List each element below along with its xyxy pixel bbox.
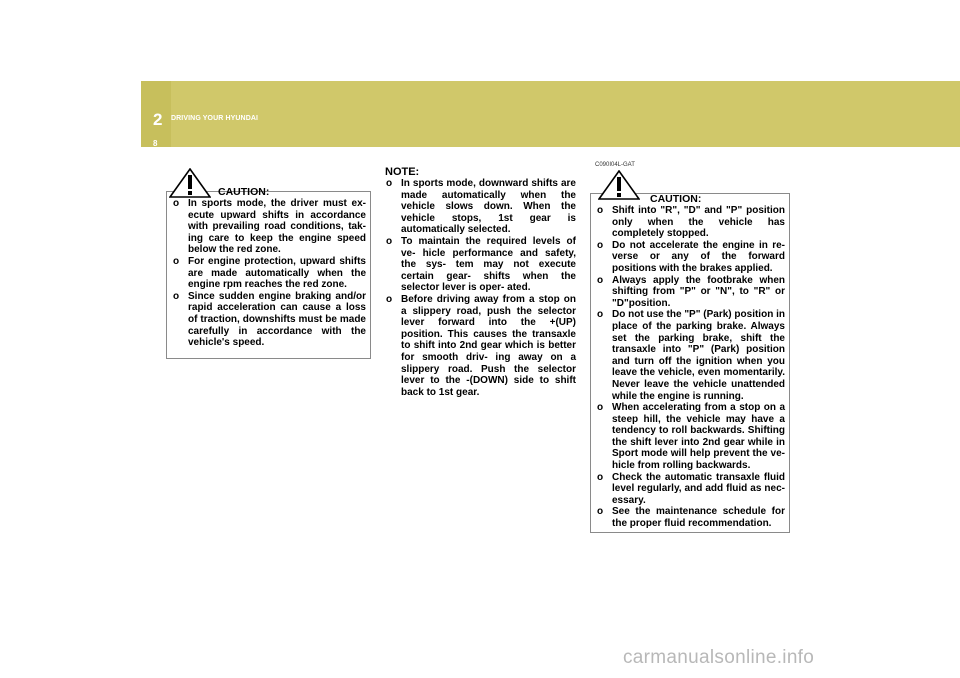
list-item: o Since sudden engine braking and/or rapid acceleration can cause a loss of traction, downshifts must be made carefully in accordance with the vehicle's speed. <box>173 290 366 349</box>
list-item: o In sports mode, downward shifts are made automatically when the vehicle slows down. When the vehicle stops, 1st gear is automatically selected. <box>386 178 576 236</box>
note-title: NOTE: <box>385 166 420 178</box>
chapter-title: DRIVING YOUR HYUNDAI <box>171 115 259 122</box>
list-item: o Do not accelerate the engine in re- verse or any of the forward positions with the brakes applied. <box>597 239 785 274</box>
list-item: o When accelerating from a stop on a steep hill, the vehicle may have a tendency to roll backwards. Shifting the shift lever into 2nd gear while in Sport mode will help prevent the ve- hicle from rolling backwards. <box>597 402 785 472</box>
chapter-number: 2 <box>153 110 163 129</box>
list-item: o In sports mode, the driver must ex- ecute upward shifts in accordance with prevailing road conditions, tak- ing care to keep the engine speed below the red zone. <box>173 198 366 256</box>
list-item: o Check the automatic transaxle fluid level regularly, and add fluid as nec- essary. <box>597 471 785 506</box>
note-list <box>383 178 576 398</box>
list-item: o Shift into "R", "D" and "P" position only when the vehicle has completely stopped. <box>597 205 785 240</box>
list-item: o To maintain the required levels of ve- hicle performance and safety, the sys- tem may not execute certain gear- shifts when the selector lever is oper- ated. <box>386 235 576 294</box>
list-item: o For engine protection, upward shifts are made automatically when the engine rpm reaches the red zone. <box>173 255 366 291</box>
list-item: o Before driving away from a stop on a slippery road, push the selector lever forward into the +(UP) position. This causes the transaxle to shift into 2nd gear which is better for smooth driv- ing away on a slippery road. Push the selector lever to the -(DOWN) side to shift back to 1st gear. <box>386 293 576 398</box>
list-item: o Always apply the footbrake when shifting from "P" or "N", to "R" or "D"position. <box>597 274 785 309</box>
warning-triangle-icon <box>169 168 211 198</box>
reference-code: C090I04L-GAT <box>595 162 635 168</box>
caution-title-left: CAUTION: <box>218 186 270 198</box>
caution-list-right <box>594 205 785 530</box>
list-item: o See the maintenance schedule for the proper fluid recommendation. <box>597 506 785 530</box>
warning-triangle-icon <box>598 170 640 200</box>
list-item: o Do not use the "P" (Park) position in place of the parking brake. Always set the parking brake, shift the transaxle into "P" (Park) position and turn off the ignition when you leave the vehicle, even momentarily. Never leave the vehicle unattended while the engine is running. <box>597 309 785 402</box>
page-number: 8 <box>153 139 158 148</box>
chapter-header-band <box>141 81 960 147</box>
caution-list-left <box>170 198 366 349</box>
caution-title-right: CAUTION: <box>650 193 702 205</box>
watermark: carmanualsonline.info <box>623 647 815 668</box>
